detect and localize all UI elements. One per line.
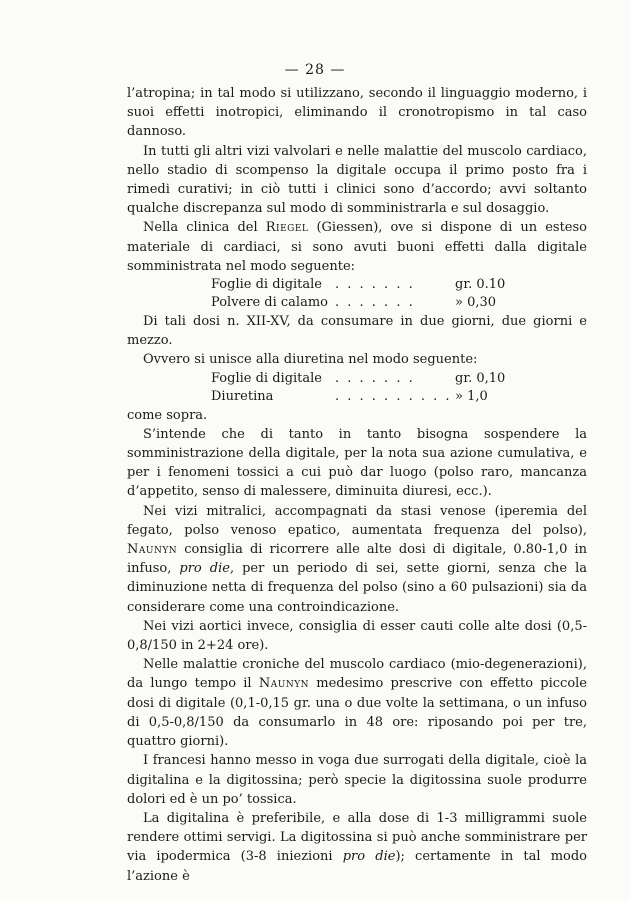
paragraph-8-mid: consiglia di ricorrere alle alte dosi di digitale, 0.80-1,0 in infuso,	[127, 542, 587, 577]
recipe-ingredient: Foglie di digitale	[211, 277, 322, 293]
pro-die-italic: pro die	[342, 849, 396, 865]
recipe-ingredient: Polvere di calamo	[211, 295, 328, 311]
paragraph-10	[127, 655, 587, 751]
paragraph-12-start: La digitalina è preferibile, e alla dose di 1-3 milligrammi suole rendere ottimi servigi. La digitossina si può anche somministrare per via ipodermica (3-8 iniezioni	[127, 810, 587, 865]
paragraph-3-start: Nella clinica del	[143, 220, 266, 236]
paragraph-9: Nei vizi aortici invece, consiglia di esser cauti colle alte dosi (0,5-0,8/150 in 2+24 ore).	[127, 618, 587, 654]
author-name-naunyn: Naunyn	[258, 676, 310, 692]
recipe-2-row-2	[127, 388, 587, 406]
page-number: — 28 —	[284, 62, 346, 78]
paragraph-8-start: Nei vizi mitralici, accompagnati da stasi venose (iperemia del fegato, polso venoso epatico, aumentata frequenza del polso),	[127, 503, 587, 538]
paragraph-10-end: medesimo prescrive con effetto piccole dosi di digitale (0,1-0,15 gr. una o due volte la settimana, o un infuso di 0,5-0,8/150 da consumarlo in 48 ore: riposando poi per tre, quattro giorni).	[127, 676, 587, 750]
paragraph-8-end: , per un periodo di sei, sette giorni, senza che la diminuzione netta di frequenza del polso (sino a 60 pulsazioni) sia da considerare come una controindicazione.	[127, 561, 587, 615]
paragraph-6: come sopra.	[127, 407, 208, 423]
paragraph-1: l’atropina; in tal modo si utilizzano, secondo il linguaggio moderno, i suoi effetti inotropici, eliminando il cronotropismo in tal caso dannoso.	[127, 86, 587, 140]
leader-dots: . . . . . . .	[335, 277, 415, 293]
paragraph-3-end: (Giessen), ove si dispone di un esteso materiale di cardiaci, si sono avuti buoni effetti dalla digitale somministrata nel modo seguente:	[127, 220, 587, 274]
recipe-quantity: » 1,0	[455, 388, 488, 404]
paragraph-12	[127, 809, 587, 886]
paragraph-4: Di tali dosi n. XII-XV, da consumare in due giorni, due giorni e mezzo.	[127, 314, 587, 349]
leader-dots: . . . . . . . . . .	[335, 388, 452, 404]
leader-dots: . . . . . . .	[335, 295, 415, 311]
body-text	[127, 84, 587, 886]
author-name-riegel: Riegel	[265, 220, 309, 236]
recipe-quantity: gr. 0,10	[455, 370, 506, 386]
paragraph-11: I francesi hanno messo in voga due surrogati della digitale, cioè la digitalina e la digitossina; però specie la digitossina suole produrre dolori ed è un po’ tossica.	[127, 753, 587, 807]
paragraph-8	[127, 502, 587, 617]
paragraph-3	[127, 218, 587, 276]
recipe-1-row-1	[127, 276, 587, 294]
recipe-quantity: » 0,30	[455, 295, 497, 311]
paragraph-7: S’intende che di tanto in tanto bisogna sospendere la somministrazione della digitale, per la nota sua azione cumulativa, e per i fenomeni tossici a cui può dar luogo (polso raro, mancanza d’appetito, senso di malessere, diminuita diuresi, ecc.).	[127, 426, 587, 500]
paragraph-12-end: ); certamente in tal modo l’azione è	[127, 849, 587, 884]
recipe-ingredient: Foglie di digitale	[211, 370, 322, 386]
paragraph-2: In tutti gli altri vizi valvolari e nelle malattie del muscolo cardiaco, nello stadio di scompenso la digitale occupa il primo posto fra i rimedi curativi; in ciò tutti i clinici sono d’accordo; avvi soltanto qualche discrepanza sul modo di somministrarla e sul dosaggio.	[127, 143, 587, 217]
pro-die-italic: pro die	[179, 561, 230, 577]
recipe-2-row-1	[127, 370, 587, 388]
recipe-ingredient: Diuretina	[211, 388, 274, 404]
recipe-1-row-2	[127, 294, 587, 312]
leader-dots: . . . . . . .	[335, 370, 415, 386]
paragraph-5: Ovvero si unisce alla diuretina nel modo seguente:	[143, 352, 478, 368]
recipe-quantity: gr. 0.10	[455, 277, 506, 293]
author-name-naunyn: Naunyn	[127, 542, 178, 558]
paragraph-10-start: Nelle malattie croniche del muscolo cardiaco (mio-degenerazioni), da lungo tempo il	[127, 657, 587, 692]
